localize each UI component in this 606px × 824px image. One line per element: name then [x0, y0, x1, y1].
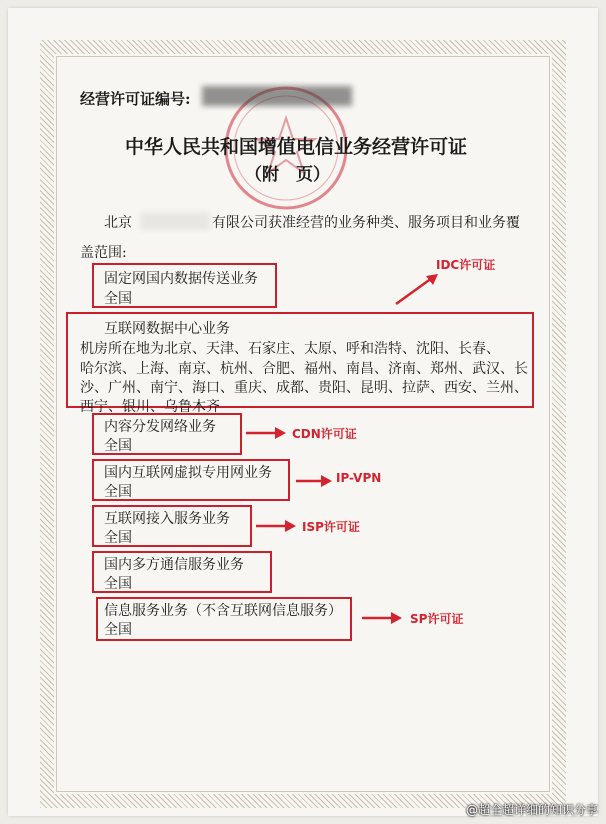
service-coverage: 全国	[104, 484, 132, 500]
service-name: 信息服务业务（不含互联网信息服务）	[104, 603, 342, 619]
annotation-label: IDC许可证	[436, 258, 496, 272]
annotation-label: IP-VPN	[336, 471, 382, 485]
service-name: 固定网国内数据传送业务	[104, 271, 258, 287]
company-prefix: 北京	[104, 215, 132, 231]
service-coverage: 全国	[104, 291, 132, 307]
redacted-company-name	[140, 212, 210, 230]
service-coverage: 全国	[104, 576, 132, 592]
redacted-license-number	[202, 86, 352, 106]
coverage-line: 机房所在地为北京、天津、石家庄、太原、呼和浩特、沈阳、长春、	[80, 341, 500, 357]
arrow-icon	[294, 474, 334, 488]
service-coverage: 全国	[104, 438, 132, 454]
arrow-icon	[254, 519, 298, 533]
service-coverage: 全国	[104, 622, 132, 638]
annotation-label: SP许可证	[410, 612, 464, 626]
watermark: @超全超详细的知识分享	[465, 803, 598, 817]
coverage-line: 沙、广州、南宁、海口、重庆、成都、贵阳、昆明、拉萨、西安、兰州、	[80, 380, 528, 396]
service-name: 互联网数据中心业务	[104, 321, 230, 337]
service-name: 内容分发网络业务	[104, 419, 216, 435]
arrow-icon	[244, 426, 288, 440]
license-number-label: 经营许可证编号:	[80, 90, 191, 108]
service-name: 国内多方通信服务业务	[104, 557, 244, 573]
document-subtitle: （附 页）	[245, 165, 330, 185]
arrow-icon	[360, 611, 404, 625]
service-name: 国内互联网虚拟专用网业务	[104, 465, 272, 481]
coverage-line: 哈尔滨、上海、南京、杭州、合肥、福州、南昌、济南、郑州、武汉、长	[80, 361, 528, 377]
arrow-icon	[392, 270, 442, 310]
annotation-label: CDN许可证	[292, 427, 357, 441]
document-title: 中华人民共和国增值电信业务经营许可证	[125, 136, 468, 158]
service-coverage: 全国	[104, 530, 132, 546]
service-name: 互联网接入服务业务	[104, 511, 230, 527]
coverage-line: 西宁、银川、乌鲁木齐	[80, 399, 220, 415]
company-suffix: 有限公司获准经营的业务种类、服务项目和业务覆	[212, 215, 520, 231]
annotation-label: ISP许可证	[302, 520, 360, 534]
scope-label: 盖范围:	[80, 245, 127, 261]
